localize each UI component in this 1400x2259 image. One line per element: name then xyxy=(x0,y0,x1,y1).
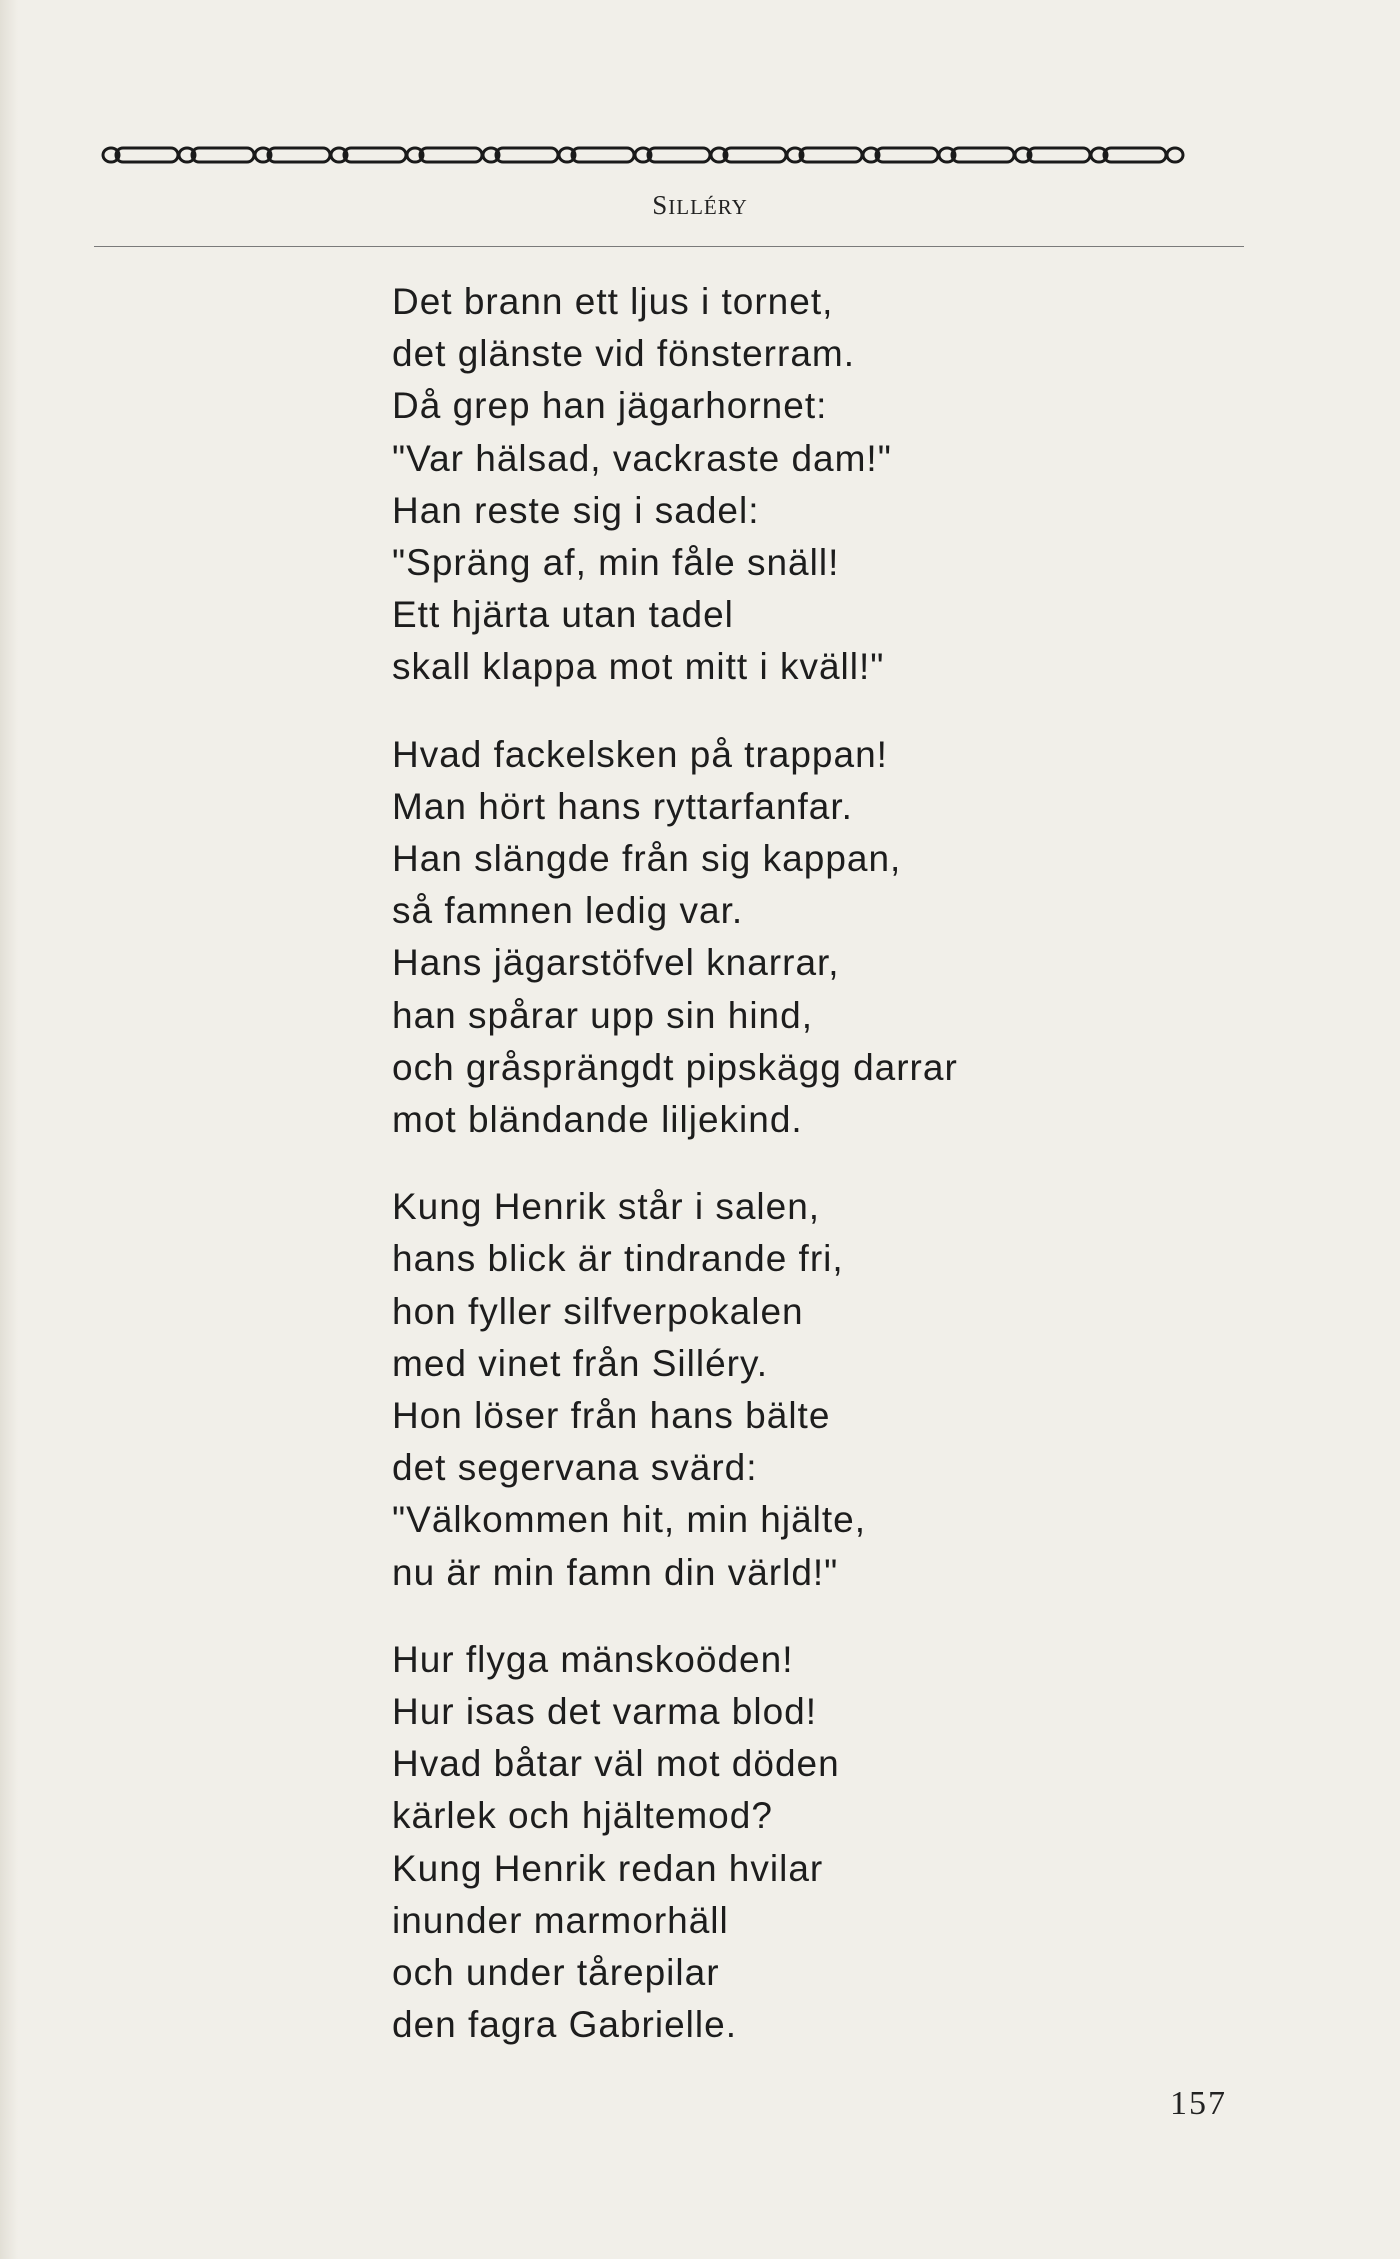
page-edge-shadow xyxy=(0,0,18,2259)
poem-line: Hans jägarstöfvel knarrar, xyxy=(392,942,840,984)
poem-line: och gråsprängdt pipskägg darrar xyxy=(392,1046,958,1088)
poem-line: "Var hälsad, vackraste dam!" xyxy=(392,437,892,479)
running-title-rest: ILLÉRY xyxy=(668,195,748,219)
stanza-1 xyxy=(392,276,1192,694)
poem-body xyxy=(392,276,1192,2087)
stanza-3 xyxy=(392,1181,1192,1599)
chain-border-ornament xyxy=(100,142,1246,168)
poem-line: Kung Henrik står i salen, xyxy=(392,1186,821,1228)
poem-line: med vinet från Silléry. xyxy=(392,1342,768,1384)
stanza-2 xyxy=(392,729,1192,1147)
poem-line: "Välkommen hit, min hjälte, xyxy=(392,1499,867,1541)
poem-line: Han slängde från sig kappan, xyxy=(392,838,902,880)
poem-line: mot bländande liljekind. xyxy=(392,1099,803,1141)
poem-line: Hur isas det varma blod! xyxy=(392,1691,818,1733)
poem-line: inunder marmorhäll xyxy=(392,1899,729,1941)
stanza-4 xyxy=(392,1634,1192,2052)
poem-line: så famnen ledig var. xyxy=(392,890,744,932)
header-rule xyxy=(94,246,1244,247)
poem-line: Hvad fackelsken på trappan! xyxy=(392,733,888,775)
poem-line: Man hört hans ryttarfanfar. xyxy=(392,785,853,827)
poem-line: hans blick är tindrande fri, xyxy=(392,1238,844,1280)
poem-line: han spårar upp sin hind, xyxy=(392,994,813,1036)
poem-line: Ett hjärta utan tadel xyxy=(392,594,734,636)
poem-line: Kung Henrik redan hvilar xyxy=(392,1847,824,1889)
poem-line: "Spräng af, min fåle snäll! xyxy=(392,542,840,584)
poem-line: Hvad båtar väl mot döden xyxy=(392,1743,840,1785)
running-title-initial: S xyxy=(652,190,669,220)
poem-line: och under tårepilar xyxy=(392,1952,720,1994)
poem-line: kärlek och hjältemod? xyxy=(392,1795,773,1837)
running-title xyxy=(0,190,1400,221)
poem-line: Då grep han jägarhornet: xyxy=(392,385,828,427)
poem-line: Hur flyga mänskoöden! xyxy=(392,1638,794,1680)
poem-line: hon fyller silfverpokalen xyxy=(392,1290,804,1332)
poem-line: det glänste vid fönsterram. xyxy=(392,333,855,375)
poem-line: Hon löser från hans bälte xyxy=(392,1395,831,1437)
poem-line: den fagra Gabrielle. xyxy=(392,2004,737,2046)
poem-line: Det brann ett ljus i tornet, xyxy=(392,281,834,322)
poem-line: nu är min famn din värld!" xyxy=(392,1551,839,1593)
poem-line: skall klappa mot mitt i kväll!" xyxy=(392,646,885,688)
poem-line: det segervana svärd: xyxy=(392,1447,758,1489)
poem-line: Han reste sig i sadel: xyxy=(392,489,760,531)
page-number: 157 xyxy=(1170,2085,1227,2122)
